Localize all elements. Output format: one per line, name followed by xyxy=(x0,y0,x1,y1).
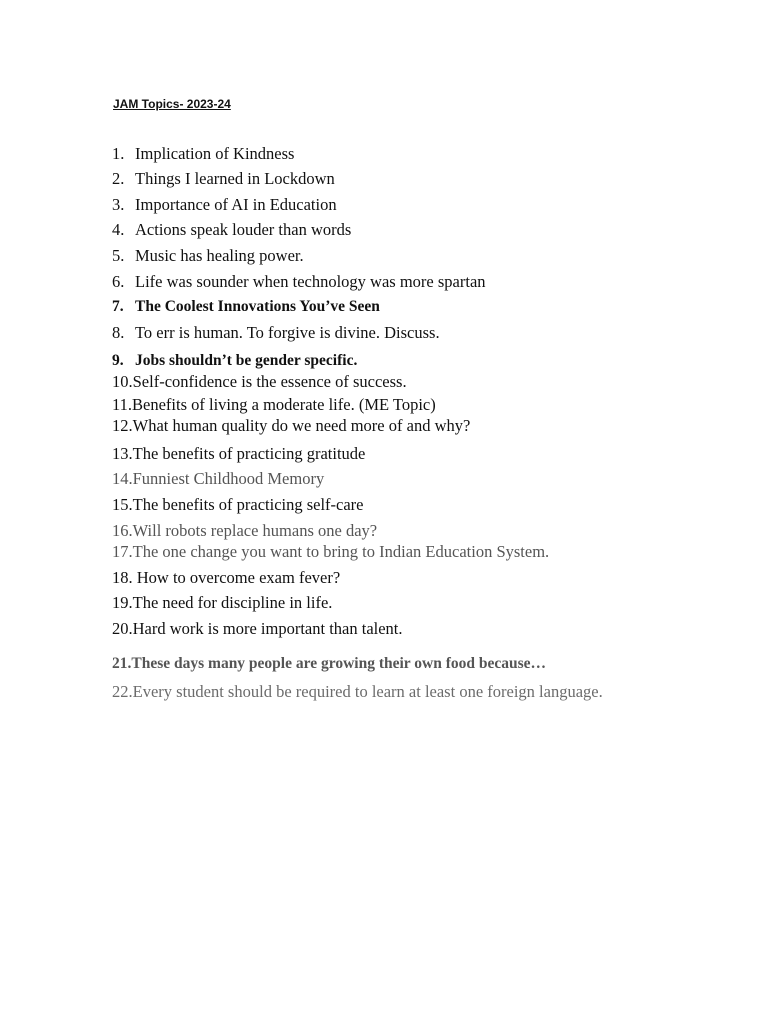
topic-item xyxy=(112,521,377,541)
topic-number: 6. xyxy=(112,272,125,291)
topic-text: Jobs shouldn’t be gender specific. xyxy=(135,352,358,369)
topic-text: The benefits of practicing gratitude xyxy=(132,444,366,463)
topic-item xyxy=(112,246,304,266)
topic-number: 17. xyxy=(112,542,133,561)
topic-item xyxy=(112,542,549,562)
topic-text: Every student should be required to learn at least one foreign language. xyxy=(132,682,603,701)
topic-item xyxy=(112,682,603,702)
topic-text: Funniest Childhood Memory xyxy=(132,469,325,488)
topic-item xyxy=(112,169,335,189)
topic-text: What human quality do we need more of and why? xyxy=(132,416,471,435)
topic-text: Importance of AI in Education xyxy=(135,195,337,214)
topic-item xyxy=(112,372,407,392)
topic-number: 14. xyxy=(112,469,133,488)
topic-item xyxy=(112,619,403,639)
topic-item xyxy=(112,593,332,613)
topic-number: 20. xyxy=(112,619,133,638)
topic-number: 2. xyxy=(112,169,125,188)
topic-item xyxy=(112,195,337,215)
topic-text: The Coolest Innovations You’ve Seen xyxy=(135,298,380,315)
topic-text: Benefits of living a moderate life. (ME Topic) xyxy=(132,395,436,414)
topic-number: 4. xyxy=(112,220,125,239)
topic-number: 15. xyxy=(112,495,133,514)
topic-item xyxy=(112,323,440,343)
topic-number: 10. xyxy=(112,372,133,391)
topic-number: 18. xyxy=(112,568,133,587)
topic-text: Implication of Kindness xyxy=(135,144,295,163)
topic-item xyxy=(112,220,351,240)
topic-number: 11. xyxy=(112,395,133,414)
topic-text: Music has healing power. xyxy=(135,246,304,265)
topic-item xyxy=(112,444,365,464)
topic-number: 13. xyxy=(112,444,133,463)
topic-number: 19. xyxy=(112,593,133,612)
topic-text: Hard work is more important than talent. xyxy=(132,619,403,638)
topic-number: 5. xyxy=(112,246,125,265)
topic-text: Life was sounder when technology was more spartan xyxy=(135,272,486,291)
topic-text: To err is human. To forgive is divine. Discuss. xyxy=(135,323,440,342)
topic-text: The one change you want to bring to Indian Education System. xyxy=(132,542,550,561)
topic-item xyxy=(112,568,340,588)
topic-item xyxy=(112,395,436,415)
topic-text: How to overcome exam fever? xyxy=(132,568,341,587)
topic-number: 12. xyxy=(112,416,133,435)
topic-number: 16. xyxy=(112,521,133,540)
topic-text: These days many people are growing their own food because… xyxy=(131,655,547,672)
document-title: JAM Topics- 2023-24 xyxy=(113,97,231,111)
topic-number: 1. xyxy=(112,144,125,163)
topic-item xyxy=(112,297,380,317)
topic-text: Things I learned in Lockdown xyxy=(135,169,335,188)
topic-item xyxy=(112,469,324,489)
topic-item xyxy=(112,416,470,436)
topic-item xyxy=(112,272,486,292)
topic-text: Self-confidence is the essence of success. xyxy=(132,372,407,391)
topic-item xyxy=(112,654,546,674)
topic-number: 8. xyxy=(112,323,125,342)
topic-text: The need for discipline in life. xyxy=(132,593,333,612)
topic-number: 9. xyxy=(112,352,124,369)
topic-number: 22. xyxy=(112,682,133,701)
topic-item xyxy=(112,351,357,371)
topic-item xyxy=(112,495,364,515)
topic-text: Actions speak louder than words xyxy=(135,220,352,239)
topic-item xyxy=(112,144,294,164)
topic-number: 7. xyxy=(112,298,124,315)
topic-text: Will robots replace humans one day? xyxy=(132,521,378,540)
topic-text: The benefits of practicing self-care xyxy=(132,495,364,514)
topic-number: 21. xyxy=(112,655,132,672)
topic-number: 3. xyxy=(112,195,125,214)
